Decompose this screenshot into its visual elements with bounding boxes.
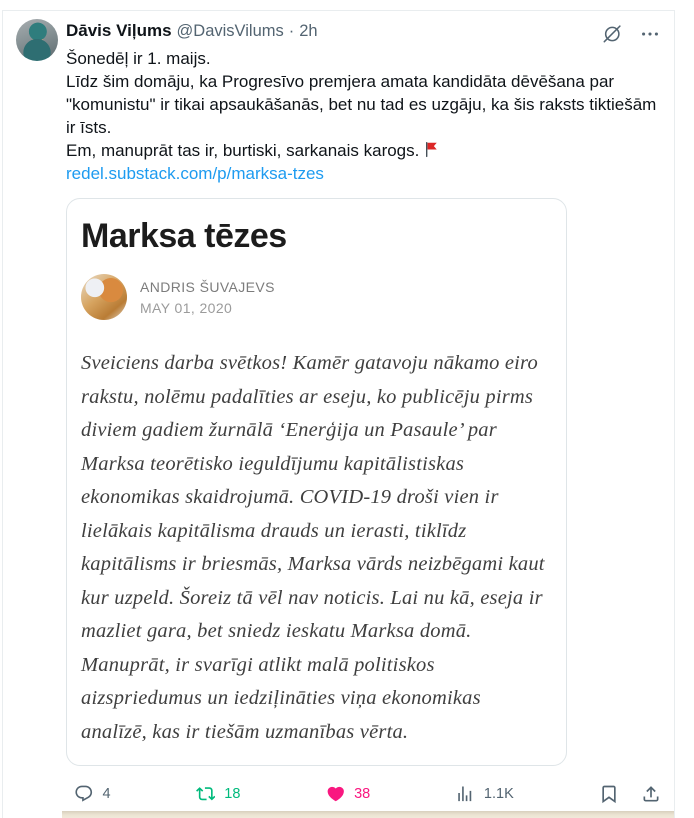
share-icon[interactable]	[641, 784, 661, 804]
author-avatar[interactable]	[16, 19, 58, 61]
card-date: MAY 01, 2020	[140, 299, 233, 316]
repost-button[interactable]	[196, 784, 241, 804]
card-excerpt: Sveiciens darba svētkos! Kamēr gatavoju nākamo eiro rakstu, nolēmu padalīties ar eseju, ko publicēju pirms diviem gadiem žurnālā ‘Enerģija un Pasaule’ par Marksa teorētisko ieguldījumu kapitālistiskas ekonomikas skaidrojumā. COVID-19 droši vien ir lielākais kapitālisma drauds un ierasti, tiklīdz kapitālisms ir briesmās, Marksa vārds neizbēgami kaut kur uzpeld. Šoreiz tā vēl nav noticis. Lai nu kā, eseja ir mazliet gara, bet sniedz ieskatu Marksa domā. Manuprāt, ir svarīgi atlikt malā politiskos aizspriedumus un iedziļināties viņa ekonomikas analīzē, kas ir tiešām uzmanības vērta.	[81, 352, 545, 743]
views-count: 1.1K	[483, 786, 514, 802]
reply-button[interactable]	[74, 784, 111, 804]
bookmark-icon[interactable]	[599, 784, 619, 804]
repost-icon	[196, 784, 216, 804]
card-author-name: ANDRIS ŠUVAJEVS	[140, 278, 275, 295]
views-button[interactable]	[455, 784, 513, 804]
repost-count: 18	[224, 786, 241, 802]
tweet-cell[interactable]	[2, 10, 675, 818]
tweet-text-line: Em, manuprāt tas ir, burtiski, sarkanais karogs.	[66, 139, 661, 162]
header-icons	[601, 23, 661, 45]
timestamp[interactable]: 2h	[299, 22, 318, 40]
reply-icon	[74, 784, 94, 804]
tweet	[3, 11, 674, 814]
display-name[interactable]: Dāvis Viļums	[66, 21, 172, 40]
card-author-row	[81, 274, 552, 320]
card-title: Marksa tēzes	[81, 217, 287, 255]
next-tweet-media-edge	[62, 811, 674, 818]
reply-count: 4	[102, 786, 111, 802]
like-icon	[326, 784, 346, 804]
grok-icon[interactable]	[601, 23, 623, 45]
card-author-meta	[140, 279, 275, 316]
tweet-text-line: Šonedēļ ir 1. maijs.	[66, 49, 211, 68]
tweet-content	[66, 19, 661, 814]
red-flag-emoji	[422, 140, 441, 159]
card-author-avatar	[81, 274, 127, 320]
more-icon[interactable]	[639, 23, 661, 45]
avatar-column	[16, 19, 58, 814]
author-names	[66, 21, 318, 41]
dot-separator: ·	[288, 22, 295, 40]
like-button[interactable]	[326, 784, 371, 804]
like-count: 38	[354, 786, 371, 802]
tweet-link[interactable]: redel.substack.com/p/marksa-tzes	[66, 164, 324, 183]
views-icon	[455, 784, 475, 804]
substack-link-card[interactable]	[66, 198, 567, 766]
user-handle[interactable]: @DavisVilums	[176, 22, 284, 40]
action-right-group	[599, 784, 661, 804]
action-bar	[66, 778, 661, 814]
tweet-header	[66, 21, 661, 45]
tweet-text-line: Līdz šim domāju, ka Progresīvo premjera amata kandidāta dēvēšana par "komunistu" ir tikai apsaukāšanās, bet nu tad es uzgāju, ka šis raksts tiktiešām ir īsts.	[66, 72, 657, 137]
tweet-text	[66, 47, 661, 185]
